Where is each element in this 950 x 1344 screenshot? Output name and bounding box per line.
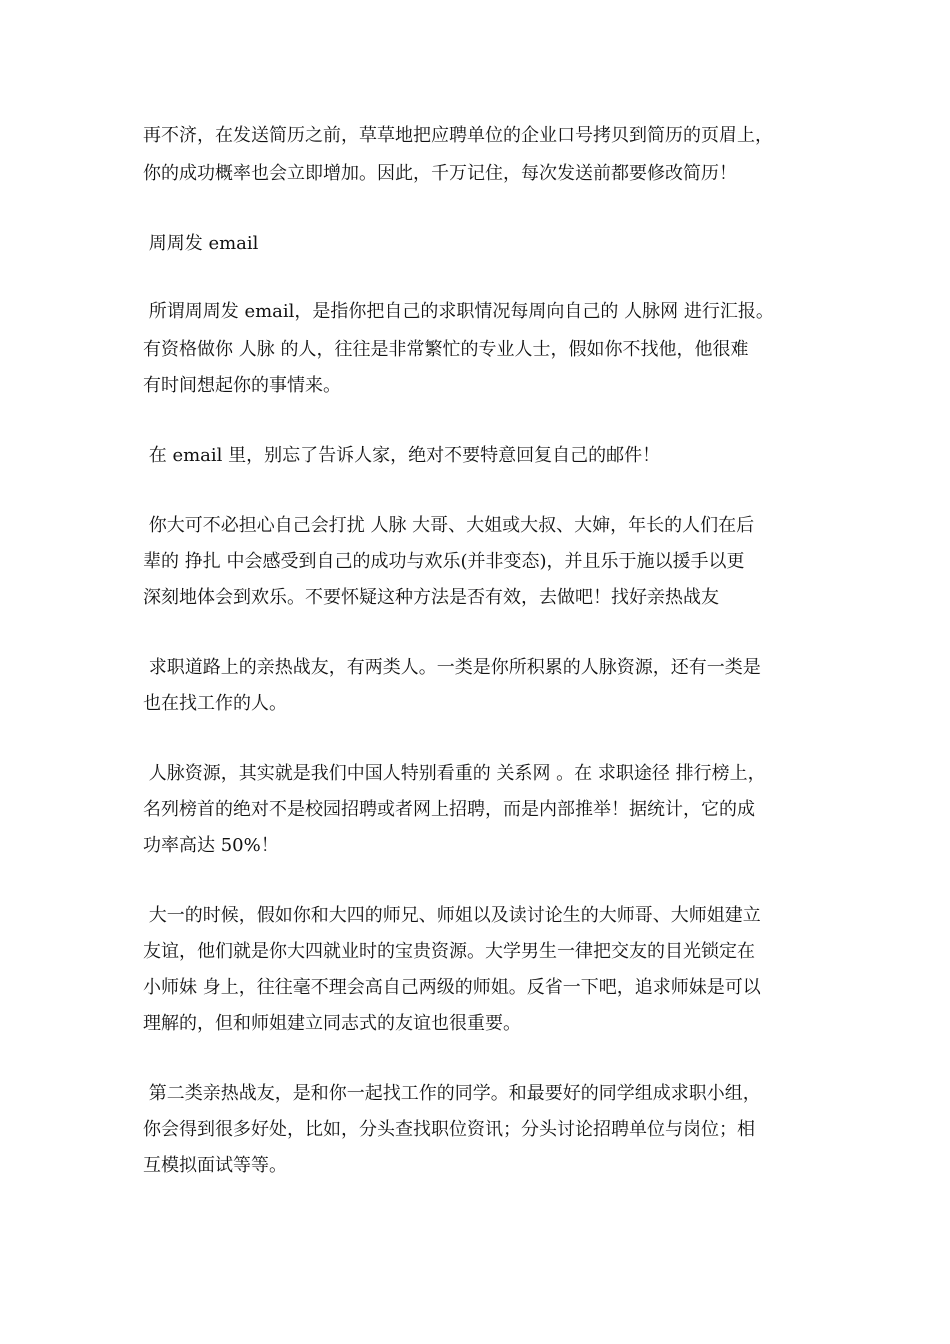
text-line: 功率高达 50%！	[143, 835, 279, 856]
text-line: 大一的时候，假如你和大四的师兄、师姐以及读讨论生的大师哥、大师姐建立	[143, 905, 761, 926]
text-line: 你会得到很多好处，比如，分头查找职位资讯；分头讨论招聘单位与岗位；相	[143, 1119, 755, 1140]
text-line: 在 email 里，别忘了告诉人家，绝对不要特意回复自己的邮件！	[143, 445, 661, 466]
text-line: 所谓周周发 email，是指你把自己的求职情况每周向自己的 人脉网 进行汇报。	[143, 301, 774, 322]
text-line: 有时间想起你的事情来。	[143, 375, 341, 396]
text-line: 求职道路上的亲热战友，有两类人。一类是你所积累的人脉资源，还有一类是	[143, 657, 761, 678]
text-line: 有资格做你 人脉 的人，往往是非常繁忙的专业人士，假如你不找他，他很难	[143, 339, 749, 360]
text-line: 也在找工作的人。	[143, 693, 287, 714]
text-line: 你的成功概率也会立即增加。因此，千万记住，每次发送前都要修改简历！	[143, 163, 737, 184]
text-line: 第二类亲热战友，是和你一起找工作的同学。和最要好的同学组成求职小组，	[143, 1083, 761, 1104]
text-line: 理解的，但和师姐建立同志式的友谊也很重要。	[143, 1013, 521, 1034]
text-line: 再不济，在发送简历之前，草草地把应聘单位的企业口号拷贝到简历的页眉上，	[143, 125, 773, 146]
text-line: 名列榜首的绝对不是校园招聘或者网上招聘，而是内部推举！据统计，它的成	[143, 799, 755, 820]
text-line: 辈的 挣扎 中会感受到自己的成功与欢乐(并非变态)，并且乐于施以援手以更	[143, 551, 745, 572]
text-line: 人脉资源，其实就是我们中国人特别看重的 关系网 。在 求职途径 排行榜上，	[143, 763, 766, 784]
text-line: 小师妹 身上，往往毫不理会高自己两级的师姐。反省一下吧，追求师妹是可以	[143, 977, 761, 998]
text-line: 你大可不必担心自己会打扰 人脉 大哥、大姐或大叔、大婶，年长的人们在后	[143, 515, 755, 536]
text-line: 深刻地体会到欢乐。不要怀疑这种方法是否有效，去做吧！找好亲热战友	[143, 587, 719, 608]
text-line: 互模拟面试等等。	[143, 1155, 287, 1176]
text-line: 友谊，他们就是你大四就业时的宝贵资源。大学男生一律把交友的目光锁定在	[143, 941, 755, 962]
section-heading: 周周发 email	[143, 233, 259, 254]
